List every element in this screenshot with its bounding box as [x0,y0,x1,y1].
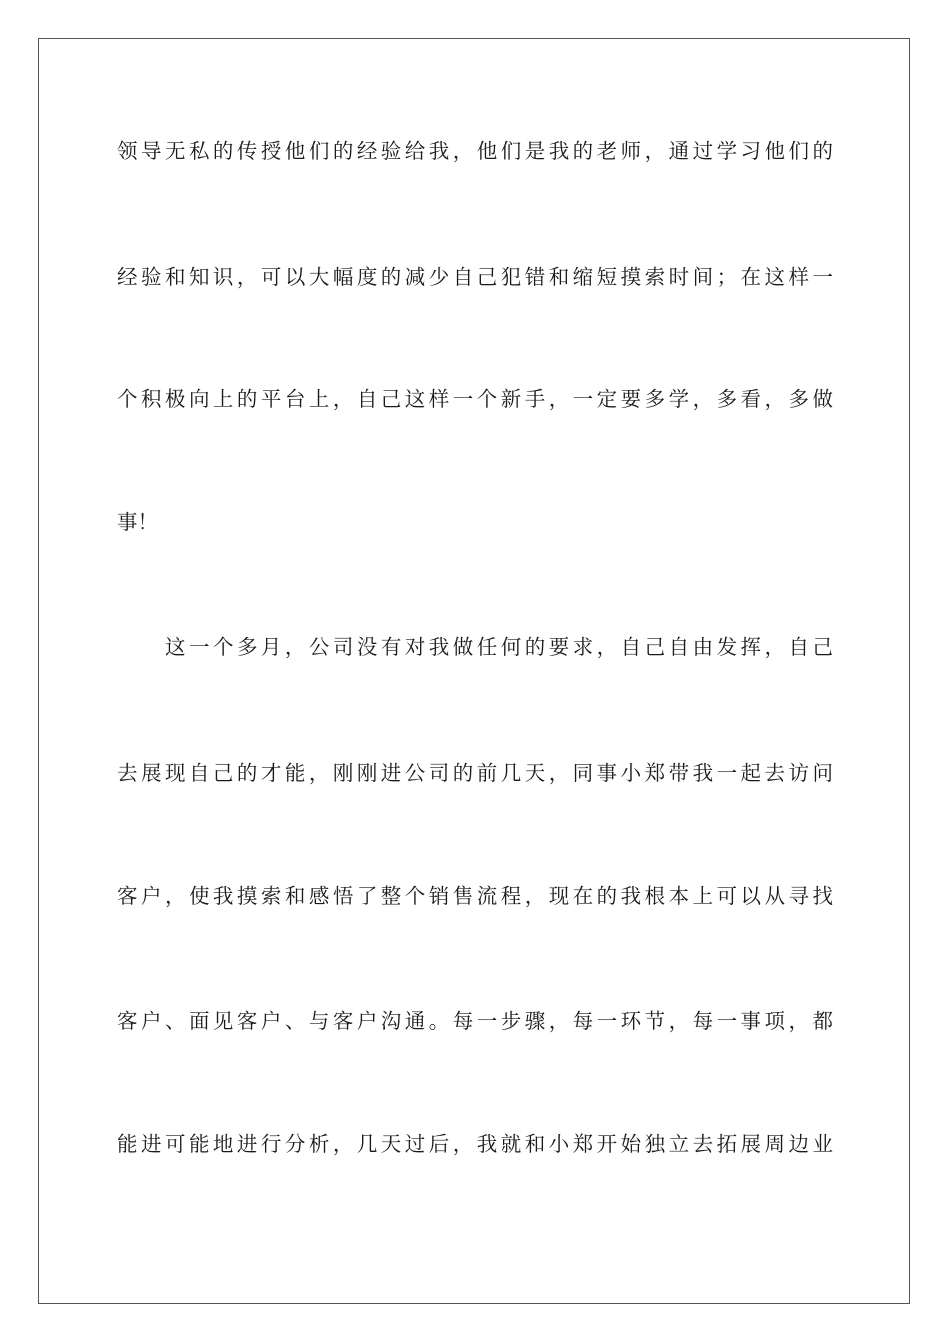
body-text-line-1: 领导无私的传授他们的经验给我，他们是我的老师，通过学习他们的 [117,139,833,163]
body-text-line-5: 这一个多月，公司没有对我做任何的要求，自己自由发挥，自己 [165,635,833,659]
body-text-line-8: 客户、面见客户、与客户沟通。每一步骤，每一环节，每一事项，都 [117,1009,833,1033]
body-text-line-3: 个积极向上的平台上，自己这样一个新手，一定要多学，多看，多做 [117,387,833,411]
body-text-line-9: 能进可能地进行分析，几天过后，我就和小郑开始独立去拓展周边业 [117,1132,833,1156]
body-text-line-2: 经验和知识，可以大幅度的减少自己犯错和缩短摸索时间；在这样一 [117,265,833,289]
page-frame [38,38,910,1304]
body-text-line-6: 去展现自己的才能，刚刚进公司的前几天，同事小郑带我一起去访问 [117,761,833,785]
body-text-line-7: 客户，使我摸索和感悟了整个销售流程，现在的我根本上可以从寻找 [117,884,833,908]
body-text-line-4: 事！ [117,510,158,534]
